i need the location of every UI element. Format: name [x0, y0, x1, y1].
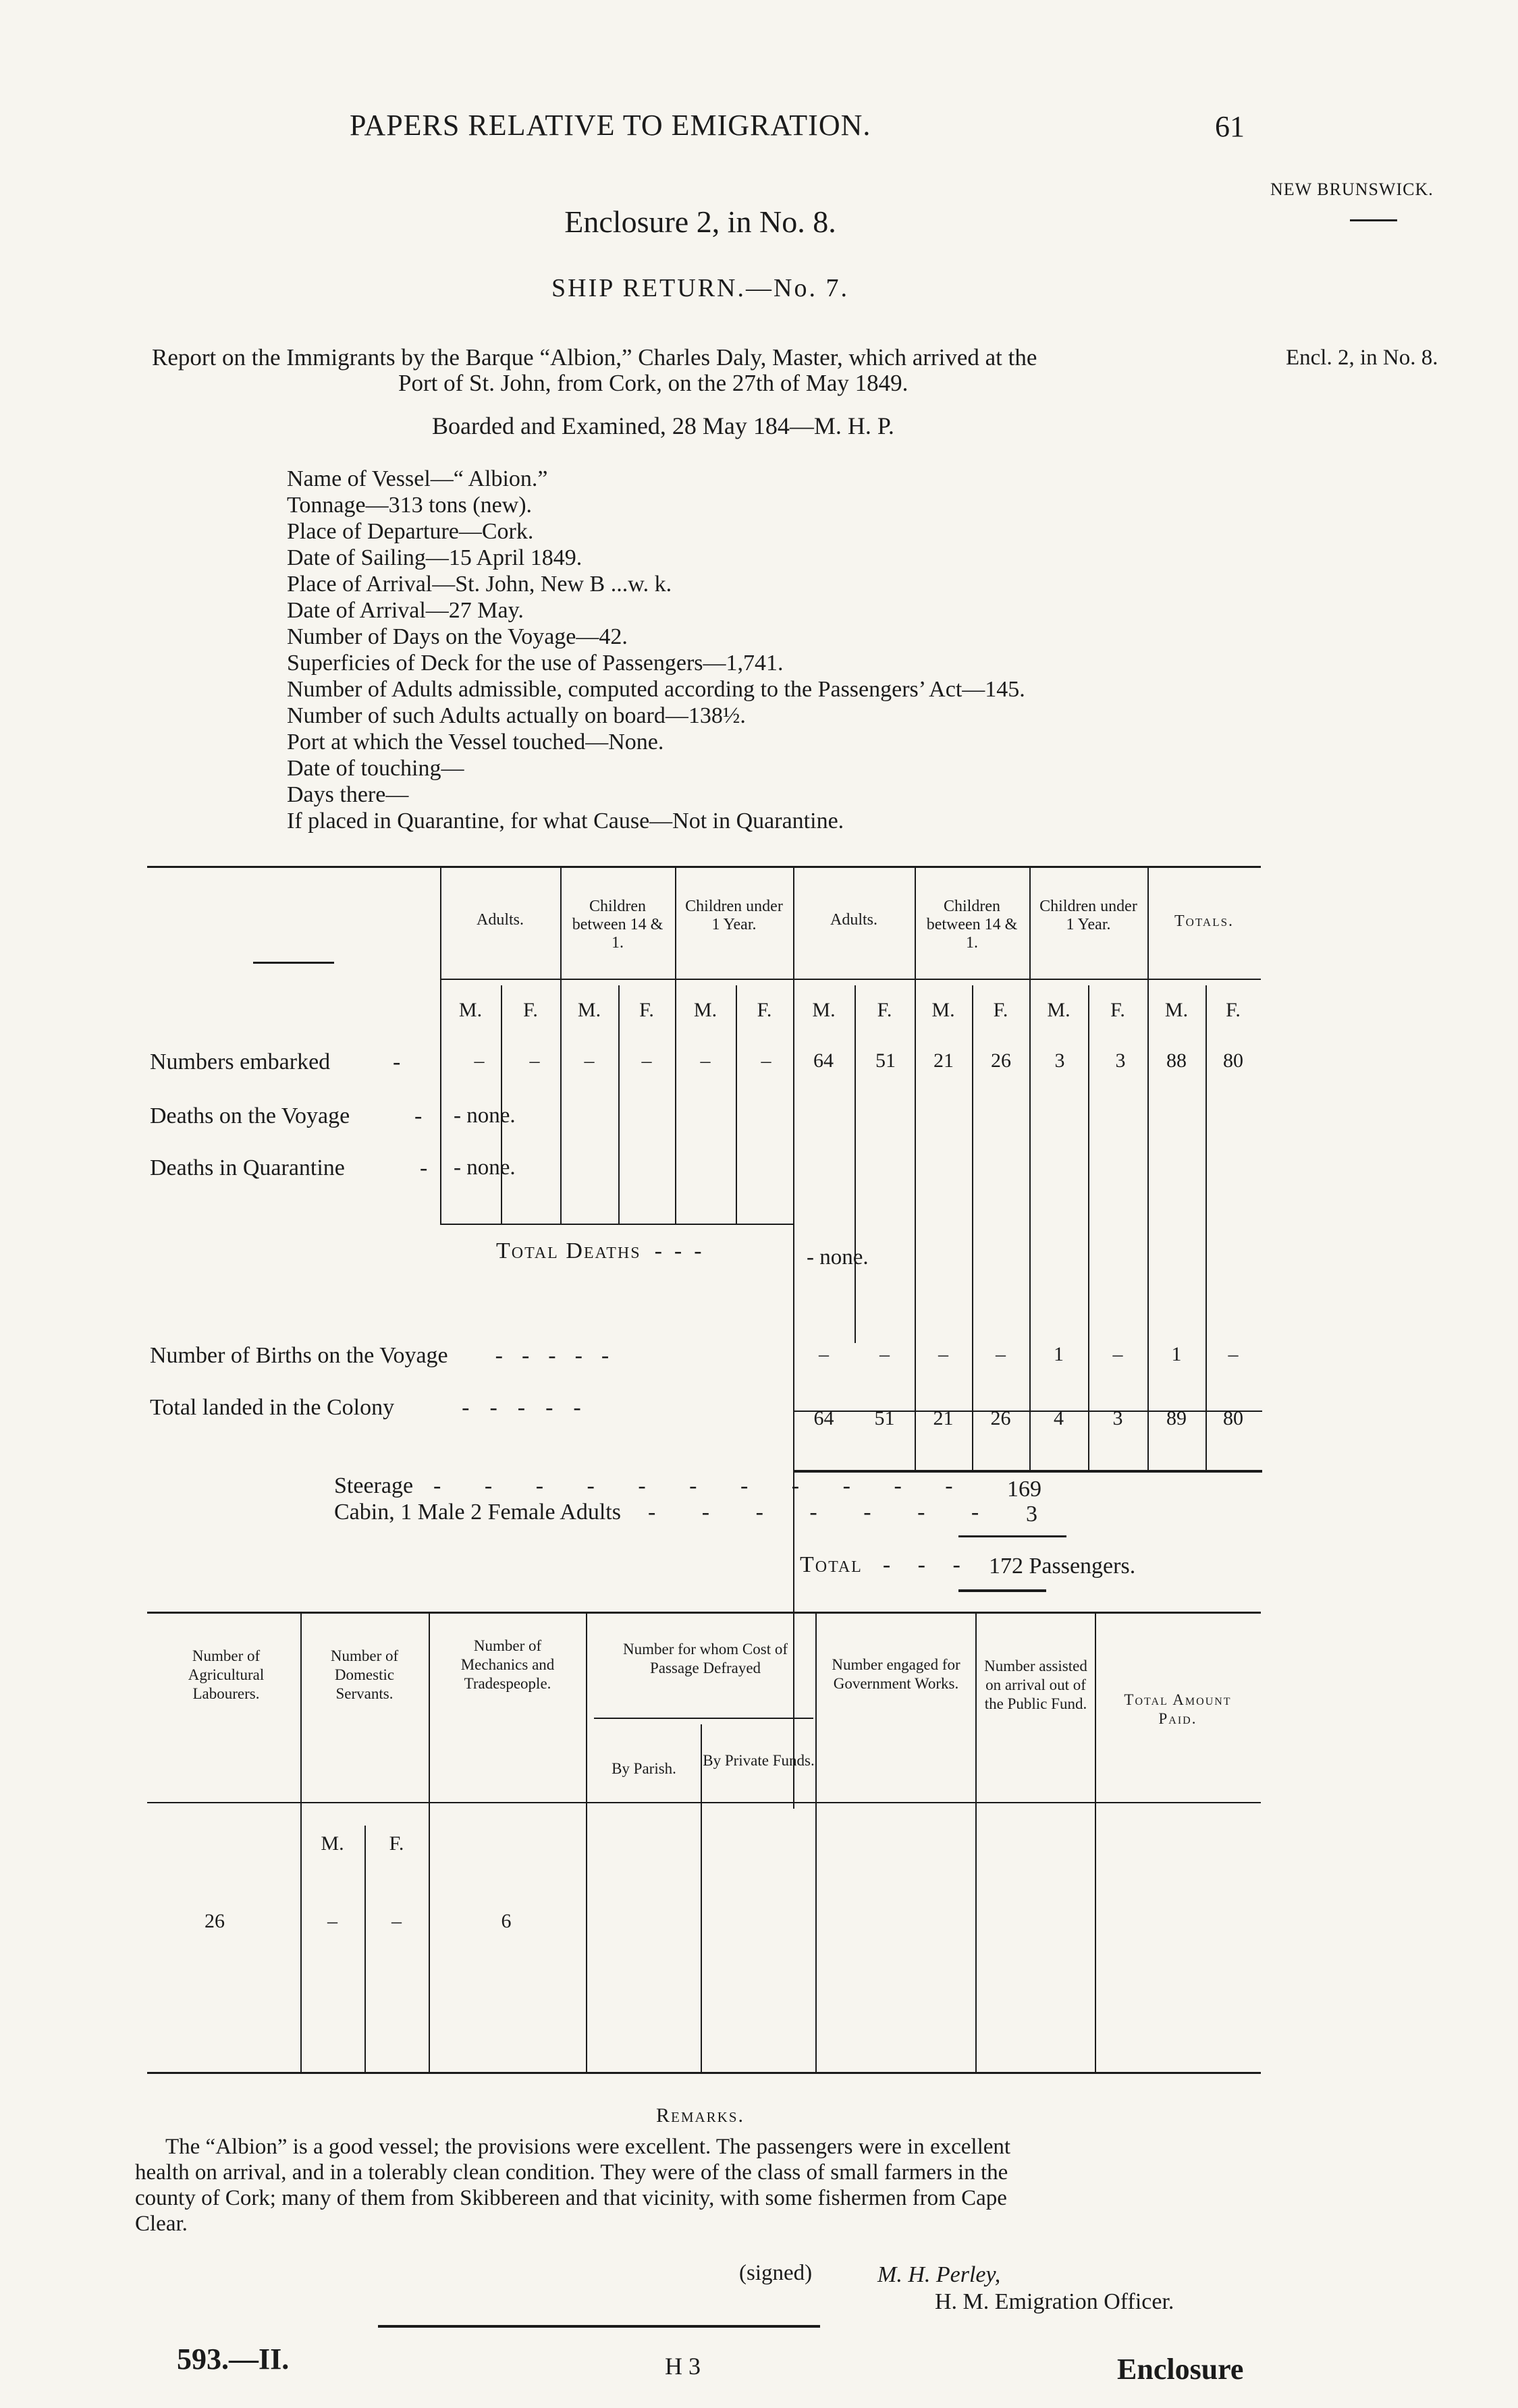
- field-adults-on-board: Number of such Adults actually on board—138½.: [287, 703, 746, 728]
- footer-left: 593.—II.: [177, 2343, 290, 2376]
- hdr2-domestic: Number of Domestic Servants.: [330, 1647, 399, 1702]
- footer-catchword: Enclosure: [1117, 2353, 1244, 2386]
- field-voyage-days: Number of Days on the Voyage—42.: [287, 624, 628, 649]
- steerage-value: 169: [1007, 1477, 1041, 1502]
- hdr2-mechanics: Number of Mechanics and Tradespeople.: [460, 1637, 555, 1692]
- hdr-children-14-1-b: Children between 14 & 1.: [926, 898, 1018, 952]
- mf2-m: M.: [321, 1832, 344, 1855]
- hdr2-agricultural: Number of Agricultural Labourers.: [188, 1647, 265, 1702]
- remarks-heading: Remarks.: [655, 2104, 745, 2127]
- val-domestic-m: –: [327, 1910, 337, 1932]
- mf-m: M.: [693, 999, 717, 1021]
- mf-m: M.: [1047, 999, 1070, 1021]
- field-days-there: Days there—: [287, 782, 409, 807]
- hdr-children-under-1-b: Children under 1 Year.: [1039, 898, 1137, 933]
- mf-f: F.: [639, 999, 654, 1021]
- table1-top-rule: [147, 866, 1261, 868]
- mf-m: M.: [931, 999, 955, 1021]
- field-deck-superficies: Superficies of Deck for the use of Passengers—1,741.: [287, 651, 784, 676]
- hdr2-by-private: By Private Funds.: [703, 1752, 815, 1769]
- total-passengers: 172 Passengers.: [989, 1554, 1136, 1579]
- report-line-2: Port of St. John, from Cork, on the 27th of May 1849.: [398, 370, 909, 396]
- mf2-f: F.: [389, 1832, 404, 1855]
- footer-signature-mark: H 3: [665, 2353, 701, 2380]
- enclosure-heading: Enclosure 2, in No. 8.: [564, 204, 836, 239]
- row-label-total-deaths: Total Deaths ---: [496, 1238, 714, 1263]
- signed-label: (signed): [739, 2261, 813, 2285]
- cabin-label: Cabin, 1 Male 2 Female Adults - - - - - - -: [334, 1500, 1000, 1525]
- report-margin-note: Encl. 2, in No. 8.: [1286, 346, 1438, 370]
- hdr-totals: Totals.: [1174, 912, 1235, 930]
- mf-m: M.: [1164, 999, 1189, 1021]
- hdr2-assisted: Number assisted on arrival out of the Public Fund.: [984, 1658, 1087, 1712]
- val-mechanics: 6: [501, 1910, 512, 1932]
- mf-f: F.: [1110, 999, 1125, 1021]
- running-title: PAPERS RELATIVE TO EMIGRATION.: [350, 109, 871, 142]
- mf-m: M.: [577, 999, 601, 1021]
- hdr-adults-2: Adults.: [830, 911, 877, 929]
- margin-note-new-brunswick: NEW BRUNSWICK.: [1270, 180, 1434, 199]
- table1-header-dash: [253, 962, 334, 964]
- mf-f: F.: [523, 999, 538, 1021]
- signature-name: M. H. Perley,: [877, 2262, 1001, 2287]
- field-adults-admissible: Number of Adults admissible, computed according to the Passengers’ Act—145.: [287, 677, 1025, 702]
- field-date-touching: Date of touching—: [287, 756, 464, 781]
- field-sailing-date: Date of Sailing—15 April 1849.: [287, 545, 582, 570]
- row-label-deaths-quarantine: Deaths in Quarantine -: [150, 1155, 428, 1180]
- field-arrival-date: Date of Arrival—27 May.: [287, 598, 524, 623]
- row-label-landed: Total landed in the Colony -----: [150, 1395, 601, 1420]
- hdr-children-under-1: Children under 1 Year.: [685, 898, 783, 933]
- mf-f: F.: [757, 999, 772, 1021]
- vessel-fields: [287, 466, 1025, 834]
- hdr-adults-1: Adults.: [476, 911, 524, 929]
- boarded-line: Boarded and Examined, 28 May 184—M. H. P.: [432, 412, 894, 439]
- mf-f: F.: [993, 999, 1008, 1021]
- row-label-deaths-voyage: Deaths on the Voyage -: [150, 1103, 423, 1128]
- total-label: Total - - -: [800, 1552, 971, 1577]
- remarks-body: The “Albion” is a good vessel; the provisions were excellent. The passengers were in excellent health on arrival, and in a tolerably clean condition. They were of the class of small farmers in the county of Cork; many of them from Skibbereen and that vicinity, with some fishermen from Cape Clear.: [135, 2135, 1011, 2236]
- mf-f: F.: [1226, 999, 1241, 1021]
- hdr2-cost-defrayed: Number for whom Cost of Passage Defrayed: [622, 1641, 788, 1676]
- val-agricultural: 26: [205, 1910, 225, 1932]
- field-departure: Place of Departure—Cork.: [287, 519, 534, 544]
- mf-f: F.: [877, 999, 892, 1021]
- page-number: 61: [1215, 110, 1245, 143]
- field-quarantine: If placed in Quarantine, for what Cause—Not in Quarantine.: [287, 809, 844, 833]
- deaths-quarantine-value: - none.: [454, 1155, 516, 1180]
- mf-m: M.: [458, 999, 483, 1021]
- field-tonnage: Tonnage—313 tons (new).: [287, 493, 533, 518]
- total-deaths-value: - none.: [807, 1245, 869, 1269]
- hdr2-government: Number engaged for Government Works.: [832, 1656, 960, 1692]
- footer-rule: [378, 2325, 820, 2328]
- signature-title: H. M. Emigration Officer.: [935, 2289, 1174, 2314]
- report-line-1: Report on the Immigrants by the Barque “Albion,” Charles Daly, Master, which arrived at the: [152, 344, 1037, 371]
- hdr2-by-parish: By Parish.: [612, 1760, 676, 1777]
- row-label-embarked: Numbers embarked -: [150, 1049, 401, 1074]
- field-arrival-place: Place of Arrival—St. John, New B ...w. k.: [287, 572, 672, 597]
- field-port-touched: Port at which the Vessel touched—None.: [287, 730, 664, 755]
- val-domestic-f: –: [391, 1910, 402, 1932]
- hdr-children-14-1: Children between 14 & 1.: [572, 898, 663, 952]
- deaths-voyage-value: - none.: [454, 1103, 516, 1128]
- mf-m: M.: [812, 999, 836, 1021]
- row-label-births: Number of Births on the Voyage -----: [150, 1343, 628, 1368]
- ship-return-heading: SHIP RETURN.—No. 7.: [551, 274, 849, 302]
- hdr2-amount: Total Amount Paid.: [1124, 1691, 1232, 1727]
- field-vessel-name: Name of Vessel—“ Albion.”: [287, 466, 548, 491]
- steerage-label: Steerage - - - - - - - - - - -: [334, 1473, 972, 1498]
- cabin-value: 3: [1026, 1502, 1037, 1527]
